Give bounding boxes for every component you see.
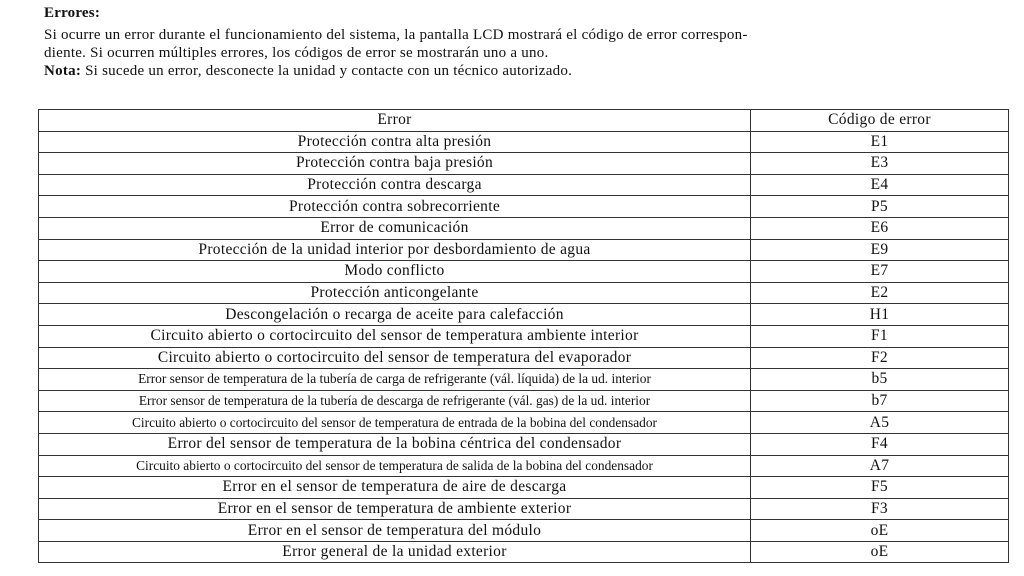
- table-row: [39, 217, 1009, 239]
- error-code-cell: H1: [751, 304, 1009, 326]
- error-code-cell: b5: [751, 369, 1009, 391]
- error-code-cell: F1: [751, 325, 1009, 347]
- table-row: [39, 541, 1009, 563]
- error-code-cell: P5: [751, 196, 1009, 218]
- error-description-cell: Circuito abierto o cortocircuito del sensor de temperatura del evaporador: [39, 347, 751, 369]
- table-row: [39, 261, 1009, 283]
- table-row: [39, 196, 1009, 218]
- table-row: [39, 455, 1009, 477]
- error-description-cell: Circuito abierto o cortocircuito del sensor de temperatura de entrada de la bobina del condensador: [39, 412, 751, 434]
- error-description-cell: Protección de la unidad interior por desbordamiento de agua: [39, 239, 751, 261]
- error-code-cell: oE: [751, 541, 1009, 563]
- table-row: [39, 433, 1009, 455]
- error-description-cell: Circuito abierto o cortocircuito del sensor de temperatura de salida de la bobina del condensador: [39, 455, 751, 477]
- error-description-cell: Protección contra baja presión: [39, 153, 751, 175]
- error-description-cell: Error sensor de temperatura de la tubería de carga de refrigerante (vál. líquida) de la ud. interior: [39, 369, 751, 391]
- intro-line-2: diente. Si ocurren múltiples errores, los códigos de error se mostrarán uno a uno.: [44, 45, 549, 61]
- error-code-cell: E4: [751, 174, 1009, 196]
- error-description-cell: Protección contra sobrecorriente: [39, 196, 751, 218]
- table-header-row: [39, 110, 1009, 132]
- error-code-cell: F3: [751, 498, 1009, 520]
- error-code-cell: F5: [751, 477, 1009, 499]
- error-code-cell: F4: [751, 433, 1009, 455]
- table-row: [39, 477, 1009, 499]
- error-code-cell: E2: [751, 282, 1009, 304]
- table-row: [39, 282, 1009, 304]
- note-text: Si sucede un error, desconecte la unidad y contacte con un técnico autorizado.: [81, 63, 573, 79]
- table-row: [39, 153, 1009, 175]
- table-row: [39, 520, 1009, 542]
- error-code-cell: F2: [751, 347, 1009, 369]
- note-label: Nota:: [44, 63, 82, 79]
- error-description-cell: Modo conflicto: [39, 261, 751, 283]
- table-row: [39, 390, 1009, 412]
- table-row: [39, 131, 1009, 153]
- error-code-cell: E9: [751, 239, 1009, 261]
- error-code-table: [38, 109, 1009, 563]
- column-header-error: Error: [39, 110, 751, 132]
- error-description-cell: Error sensor de temperatura de la tubería de descarga de refrigerante (vál. gas) de la ud. interior: [39, 390, 751, 412]
- error-description-cell: Circuito abierto o cortocircuito del sensor de temperatura ambiente interior: [39, 325, 751, 347]
- error-code-cell: E6: [751, 217, 1009, 239]
- error-description-cell: Error en el sensor de temperatura de ambiente exterior: [39, 498, 751, 520]
- error-description-cell: Error general de la unidad exterior: [39, 541, 751, 563]
- error-code-cell: A5: [751, 412, 1009, 434]
- error-code-cell: E3: [751, 153, 1009, 175]
- error-description-cell: Descongelación o recarga de aceite para calefacción: [39, 304, 751, 326]
- error-description-cell: Error de comunicación: [39, 217, 751, 239]
- intro-paragraph: [44, 26, 994, 62]
- table-row: [39, 412, 1009, 434]
- error-description-cell: Protección contra descarga: [39, 174, 751, 196]
- intro-line-1: Si ocurre un error durante el funcionamiento del sistema, la pantalla LCD mostrará el código de error correspon-: [44, 27, 748, 43]
- error-description-cell: Error en el sensor de temperatura de aire de descarga: [39, 477, 751, 499]
- table-row: [39, 498, 1009, 520]
- error-code-cell: E1: [751, 131, 1009, 153]
- table-row: [39, 304, 1009, 326]
- table-row: [39, 325, 1009, 347]
- error-code-cell: E7: [751, 261, 1009, 283]
- error-code-cell: b7: [751, 390, 1009, 412]
- section-heading: Errores:: [44, 5, 101, 21]
- table-row: [39, 239, 1009, 261]
- note-paragraph: [44, 63, 572, 80]
- error-description-cell: Error en el sensor de temperatura del módulo: [39, 520, 751, 542]
- column-header-code: Código de error: [751, 110, 1009, 132]
- table-row: [39, 174, 1009, 196]
- table-row: [39, 369, 1009, 391]
- error-description-cell: Error del sensor de temperatura de la bobina céntrica del condensador: [39, 433, 751, 455]
- table-row: [39, 347, 1009, 369]
- error-description-cell: Protección anticongelante: [39, 282, 751, 304]
- error-code-cell: A7: [751, 455, 1009, 477]
- error-description-cell: Protección contra alta presión: [39, 131, 751, 153]
- error-code-cell: oE: [751, 520, 1009, 542]
